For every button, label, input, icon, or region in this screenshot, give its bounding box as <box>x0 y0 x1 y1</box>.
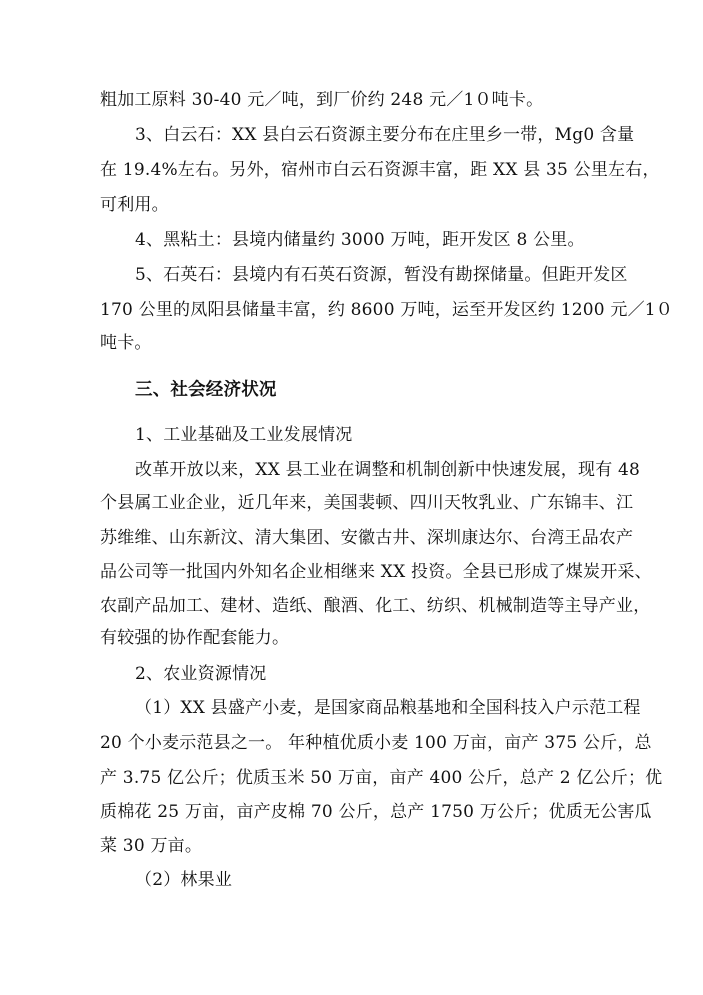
text-line: 质棉花 25 万亩，亩产皮棉 70 公斤，总产 1750 万公斤；优质无公害瓜 <box>100 802 652 822</box>
text-line: 4、黑粘土：县境内储量约 3000 万吨，距开发区 8 公里。 <box>135 230 585 250</box>
text-line: 170 公里的凤阳县储量丰富，约 8600 万吨，运至开发区约 1200 元／1０ <box>100 300 674 320</box>
text-line: 20 个小麦示范县之一。 年种植优质小麦 100 万亩，亩产 375 公斤，总 <box>100 733 652 753</box>
text-line: 品公司等一批国内外知名企业相继来 XX 投资。全县已形成了煤炭开采、 <box>100 562 652 582</box>
text-line: 个县属工业企业，近几年来，美国裴顿、四川天牧乳业、广东锦丰、江 <box>100 493 634 513</box>
text-line: 5、石英石：县境内有石英石资源，暂没有勘探储量。但距开发区 <box>135 265 628 285</box>
text-line: 苏维维、山东新汶、清大集团、安徽古井、深圳康达尔、台湾王品农产 <box>100 528 634 548</box>
subsection-heading: 1、工业基础及工业发展情况 <box>135 425 353 445</box>
text-line: 菜 30 万亩。 <box>100 836 203 856</box>
subsection-heading: 2、农业资源情况 <box>135 664 267 684</box>
text-line: 在 19.4%左右。另外，宿州市白云石资源丰富，距 XX 县 35 公里左右， <box>100 160 660 180</box>
text-line: 改革开放以来，XX 县工业在调整和机制创新中快速发展，现有 48 <box>135 460 641 480</box>
section-heading: 三、社会经济状况 <box>135 380 277 400</box>
subsection-heading: （2）林果业 <box>135 870 233 890</box>
text-line: 产 3.75 亿公斤；优质玉米 50 万亩，亩产 400 公斤，总产 2 亿公斤；优 <box>100 768 663 788</box>
text-line: （1）XX 县盛产小麦，是国家商品粮基地和全国科技入户示范工程 <box>135 698 641 718</box>
text-line: 有较强的协作配套能力。 <box>100 628 290 648</box>
text-line: 农副产品加工、建材、造纸、酿酒、化工、纺织、机械制造等主导产业， <box>100 596 651 616</box>
text-line: 吨卡。 <box>100 333 152 353</box>
text-line: 3、白云石：XX 县白云石资源主要分布在庄里乡一带，Mg0 含量 <box>135 125 635 145</box>
text-line: 粗加工原料 30-40 元／吨，到厂价约 248 元／1０吨卡。 <box>100 90 544 110</box>
text-line: 可利用。 <box>100 195 169 215</box>
